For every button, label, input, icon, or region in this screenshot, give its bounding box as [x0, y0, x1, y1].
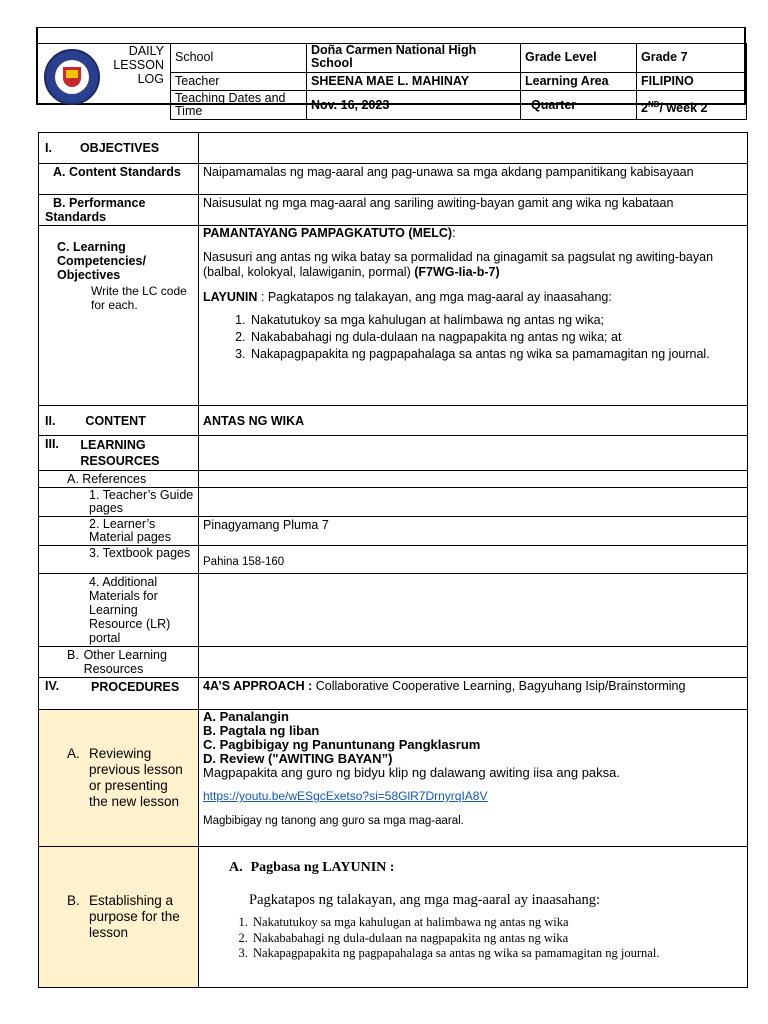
performance-standards-row	[39, 195, 748, 226]
teaching-dates-value: Nov. 16, 2023	[307, 90, 521, 119]
establishing-purpose-row	[39, 847, 748, 988]
header-table	[170, 43, 747, 120]
learning-competencies-row	[39, 226, 748, 406]
textbook-value: Pahina 158-160	[199, 546, 748, 574]
teaching-dates-label: Teaching Dates and Time	[171, 90, 307, 119]
textbook-row	[39, 546, 748, 574]
content-standards-label: A. Content Standards	[39, 164, 199, 195]
establishing-purpose-value	[199, 847, 748, 988]
pagbasa-heading: A. Pagbasa ng LAYUNIN :	[229, 860, 395, 875]
learning-resources-row	[39, 436, 748, 471]
establishing-purpose-label: B. Establishing a purpose for the lesson	[39, 847, 199, 988]
references-label: A. References	[39, 471, 199, 488]
reviewing-value: A. Panalangin B. Pagtala ng liban C. Pagbibigay ng Panuntunang Pangklasrum D. Review ("AWITING BAYAN”) Magpapakita ang guro ng bidyu klip ng dalawang awiting iisa ang paksa. https://youtu.be/wESgcExetso?si=58GlR7DrnyrqIA8V Magbibigay ng tanong ang guro sa mga mag-aaral.	[199, 710, 748, 847]
content-standards-value: Naipamamalas ng mag-aaral ang pag-unawa sa mga akdang pampanitikang kabisayaan	[199, 164, 748, 195]
content-label: II. CONTENT	[39, 406, 199, 436]
layunin-list	[203, 312, 743, 363]
references-row	[39, 471, 748, 488]
teacher-label: Teacher	[171, 72, 307, 90]
approach: 4A’S APPROACH : Collaborative Cooperative Learning, Bagyuhang Isip/Brainstorming	[199, 678, 748, 710]
learning-area-label: Learning Area	[521, 72, 637, 90]
procedures-row	[39, 678, 748, 710]
learning-resources-label: III. LEARNING RESOURCES	[39, 436, 199, 471]
lesson-log-table	[38, 132, 748, 988]
list-item: 3. Nakapagpapakita ng pagpapahalaga sa antas ng wika sa pamamagitan ng journal.	[251, 946, 743, 960]
teacher-value: SHEENA MAE L. MAHINAY	[307, 72, 521, 90]
pagbasa-list	[229, 914, 743, 960]
reviewing-label: A. Reviewing previous lesson or presenting the new lesson	[39, 710, 199, 847]
teacher-guide-label: 1. Teacher’s Guide pages	[39, 488, 199, 517]
grade-level-value: Grade 7	[637, 43, 747, 72]
learning-area-value: FILIPINO	[637, 72, 747, 90]
additional-materials-row	[39, 574, 748, 647]
list-item: 3. Nakapagpapakita ng pagpapahalaga sa antas ng wika sa pamamagitan ng journal.	[249, 346, 743, 363]
grade-level-label: Grade Level	[521, 43, 637, 72]
deped-seal-logo	[44, 49, 100, 105]
textbook-label: 3. Textbook pages	[39, 546, 199, 574]
reviewing-note: Magbibigay ng tanong ang guro sa mga mag-aaral.	[203, 815, 464, 827]
teacher-guide-row	[39, 488, 748, 517]
learning-competencies-label: C. Learning Competencies/ Objectives Write the LC code for each.	[39, 226, 199, 406]
list-item: 2. Nakababahagi ng dula-dulaan na nagpapakita ng antas ng wika	[251, 930, 743, 946]
other-resources-row	[39, 647, 748, 678]
quarter-label: Quarter	[521, 90, 637, 119]
procedures-label: IV. PROCEDURES	[39, 678, 199, 710]
learning-competencies-value	[199, 226, 748, 406]
list-item: 1. Nakatutukoy sa mga kahulugan at halimbawa ng antas ng wika;	[249, 312, 743, 329]
performance-standards-value: Naisusulat ng mga mag-aaral ang sariling awiting-bayan gamit ang wika ng kabataan	[199, 195, 748, 226]
layunin: LAYUNIN : Pagkatapos ng talakayan, ang mga mag-aaral ay inaasahang:	[203, 290, 612, 304]
learner-material-row	[39, 517, 748, 546]
quarter-value: 2ND/ week 2	[637, 90, 747, 119]
list-item: 1. Nakatutukoy sa mga kahulugan at halimbawa ng antas ng wika	[251, 914, 743, 930]
additional-materials-label: 4. Additional Materials for Learning Resource (LR) portal	[39, 574, 199, 647]
melc-title: PAMANTAYANG PAMPAGKATUTO (MELC):	[203, 226, 456, 240]
learner-material-value: Pinagyamang Pluma 7	[199, 517, 748, 546]
performance-standards-label: B. Performance Standards	[39, 195, 199, 226]
content-standards-row	[39, 164, 748, 195]
melc-text: Nasusuri ang antas ng wika batay sa pormalidad na ginagamit sa pagsulat ng awiting-bayan (balbal, kolokyal, lalawiganin, pormal) (F7WG-Iia-b-7)	[203, 250, 714, 279]
reviewing-row	[39, 710, 748, 847]
objectives-row	[39, 133, 748, 164]
objectives-heading: I. OBJECTIVES	[39, 133, 199, 164]
learner-material-label: 2. Learner’s Material pages	[39, 517, 199, 546]
school-value: Doña Carmen National High School	[307, 43, 521, 72]
content-row	[39, 406, 748, 436]
list-item: 2. Nakababahagi ng dula-dulaan na nagpapakita ng antas ng wika; at	[249, 329, 743, 346]
school-label: School	[171, 43, 307, 72]
other-resources-label: B. Other Learning Resources	[39, 647, 199, 678]
lc-note: Write the LC code for each.	[91, 284, 187, 312]
pagbasa-intro: Pagkatapos ng talakayan, ang mga mag-aaral ay inaasahang:	[249, 892, 601, 908]
content-value: ANTAS NG WIKA	[199, 406, 748, 436]
video-link[interactable]: https://youtu.be/wESgcExetso?si=58GlR7DrnyrqIA8V	[203, 789, 488, 803]
log-title: DAILY LESSON LOG	[113, 44, 164, 86]
